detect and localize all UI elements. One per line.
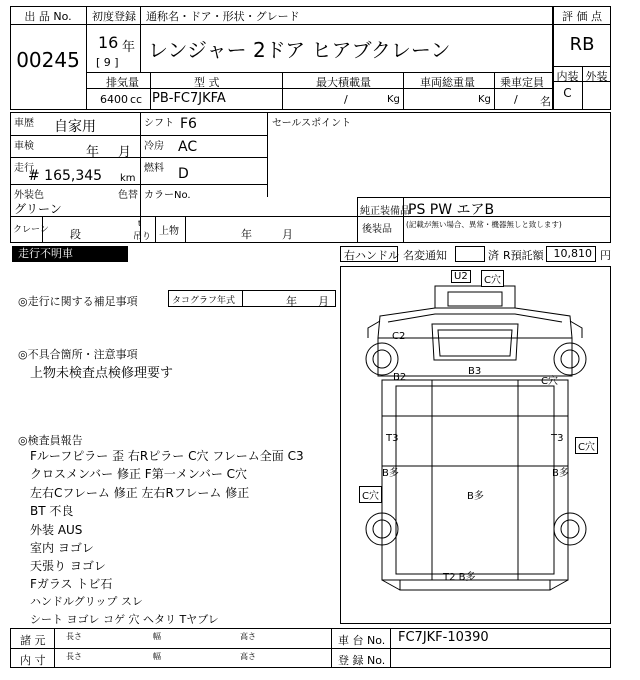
- displacement-label: 排気量: [106, 76, 139, 89]
- inspector-line: BT 不良: [30, 504, 74, 518]
- body-year-unit: 年: [241, 228, 252, 241]
- color-value: グリーン: [14, 202, 62, 216]
- first-reg-year: 16: [98, 33, 119, 52]
- defects-text: 上物未検査点検修理要す: [30, 366, 174, 381]
- inner-width: 幅: [153, 652, 161, 661]
- inner-length: 長さ: [66, 652, 82, 661]
- history-value: 自家用: [54, 119, 96, 135]
- max-load-unit: Kg: [387, 94, 400, 105]
- diagram-u2: U2: [451, 270, 471, 283]
- diagram-c2: C2: [392, 331, 406, 342]
- fuel-label: 燃料: [144, 163, 164, 174]
- color-label: 外装色: [14, 190, 44, 201]
- capacity-unit: 名: [540, 95, 551, 108]
- gross-weight-label: 車両総重量: [420, 76, 475, 89]
- recycle-value: 10,810: [553, 247, 592, 260]
- lot-label: 出 品 No.: [24, 10, 72, 23]
- max-load-slash: /: [344, 93, 348, 106]
- dims-height: 高さ: [240, 632, 256, 641]
- shift-label: シフト: [144, 118, 174, 129]
- diagram-b-many-center: B多: [467, 491, 484, 502]
- diagram-t2-b-many: T2 B多: [443, 572, 476, 583]
- color-code-label: カラーNo.: [144, 190, 191, 201]
- diagram-b-many-left: B多: [382, 468, 399, 479]
- interior-value: C: [563, 86, 572, 100]
- inspection-month-unit: 月: [118, 145, 132, 160]
- dims-width: 幅: [153, 632, 161, 641]
- diagram-c-hole-top: C穴: [481, 270, 504, 287]
- inner-label: 内 寸: [20, 654, 46, 667]
- mileage-label: 走行: [14, 163, 34, 174]
- max-load-label: 最大積載量: [316, 76, 371, 89]
- interior-label: 内装: [556, 70, 579, 83]
- body-month-unit: 月: [282, 228, 293, 241]
- capacity-slash: /: [514, 93, 518, 106]
- displacement-value: 6400: [100, 93, 128, 106]
- diagram-c-hole-right2: C穴: [575, 437, 598, 454]
- recycle-prefix: 済: [488, 249, 499, 262]
- grade-value: RB: [569, 34, 595, 55]
- diagram-b2: B2: [393, 372, 407, 383]
- sales-point-label: セールスポイント: [272, 118, 352, 129]
- inspector-line: Fガラス トビ石: [30, 577, 113, 591]
- crane-lift-unit: 吊り: [133, 232, 152, 242]
- recycle-label: R預託額: [503, 249, 544, 262]
- inspector-line: ハンドルグリップ スレ: [30, 595, 143, 608]
- inspector-line: 外装 AUS: [30, 523, 83, 537]
- name-change-label: 名変通知: [403, 249, 447, 262]
- equipment-value: PS PW エアB: [408, 202, 495, 218]
- displacement-unit: cc: [130, 93, 143, 106]
- first-reg-label: 初度登録: [92, 10, 136, 23]
- diagram-b-many-right: B多: [552, 468, 569, 479]
- driving-notes-label: ◎走行に関する補足事項: [18, 295, 138, 308]
- inspection-year-unit: 年: [86, 145, 100, 160]
- aftermarket-note: (記載が無い場合、異常・機器無しと致します): [406, 220, 562, 229]
- mileage-value: # 165,345: [28, 168, 103, 184]
- chassis-label: 車 台 No.: [338, 634, 386, 647]
- recycle-unit: 円: [600, 249, 611, 262]
- name-label: 通称名・ドア・形状・グレード: [146, 10, 300, 23]
- equipment-label: 純正装備品: [360, 206, 410, 217]
- inspector-line: シート ヨゴレ コゲ 穴 ヘタリ Tヤブレ: [30, 613, 219, 626]
- crane-ton-unit: t: [138, 219, 142, 228]
- lot-number: 00245: [16, 48, 80, 72]
- color-change-label: 色替: [118, 190, 138, 201]
- diagram-t3-left: T3: [386, 433, 399, 444]
- crane-stage-unit: 段: [70, 228, 81, 241]
- vehicle-name: レンジャー 2ドア ヒアブクレーン: [148, 38, 451, 62]
- tacho-month-unit: 月: [318, 295, 329, 308]
- model-label: 型 式: [194, 76, 220, 89]
- ac-label: 冷房: [144, 141, 164, 152]
- grade-label: 評 価 点: [562, 10, 602, 23]
- rhd-label: 右ハンドル: [344, 249, 399, 262]
- exterior-label: 外装: [585, 70, 608, 83]
- dims-length: 長さ: [66, 632, 82, 641]
- ac-value: AC: [178, 139, 198, 155]
- tacho-year-unit: 年: [286, 295, 297, 308]
- crane-label: クレーン: [13, 225, 49, 235]
- inspector-line: Fルーフピラー 歪 右Rピラー C穴 フレーム全面 C3: [30, 449, 304, 463]
- inspector-line: 室内 ヨゴレ: [30, 541, 94, 555]
- mileage-unknown-badge: 走行不明車: [12, 246, 128, 262]
- aftermarket-label: 後装品: [362, 224, 392, 235]
- mileage-unit: km: [120, 173, 136, 184]
- capacity-label: 乗車定員: [500, 76, 544, 89]
- diagram-c-hole-left: C穴: [359, 486, 382, 503]
- first-reg-month: [ 9 ]: [96, 56, 119, 69]
- reg-label: 登 録 No.: [338, 654, 386, 667]
- model-value: PB-FC7JKFA: [152, 91, 226, 106]
- history-label: 車歴: [14, 118, 34, 129]
- inner-height: 高さ: [240, 652, 256, 661]
- inspection-label: 車検: [14, 141, 34, 152]
- chassis-value: FC7JKF-10390: [398, 630, 489, 645]
- year-unit: 年: [122, 40, 136, 55]
- fuel-value: D: [178, 166, 189, 182]
- shift-value: F6: [180, 116, 197, 132]
- tacho-label: タコグラフ年式: [172, 296, 236, 306]
- inspector-line: 左右Cフレーム 修正 左右Rフレーム 修正: [30, 486, 250, 500]
- defects-label: ◎不具合箇所・注意事項: [18, 348, 138, 361]
- diagram-t3-right: T3: [551, 433, 564, 444]
- inspector-line: 天張り ヨゴレ: [30, 559, 106, 573]
- inspector-line: クロスメンバー 修正 F第一メンバー C穴: [30, 467, 248, 481]
- gross-weight-unit: Kg: [478, 94, 491, 105]
- diagram-b3: B3: [468, 366, 482, 377]
- diagram-c-hole-right: C穴: [541, 376, 558, 387]
- inspector-label: ◎検査員報告: [18, 434, 83, 447]
- body-label: 上物: [159, 226, 179, 237]
- dims-label: 諸 元: [20, 634, 46, 647]
